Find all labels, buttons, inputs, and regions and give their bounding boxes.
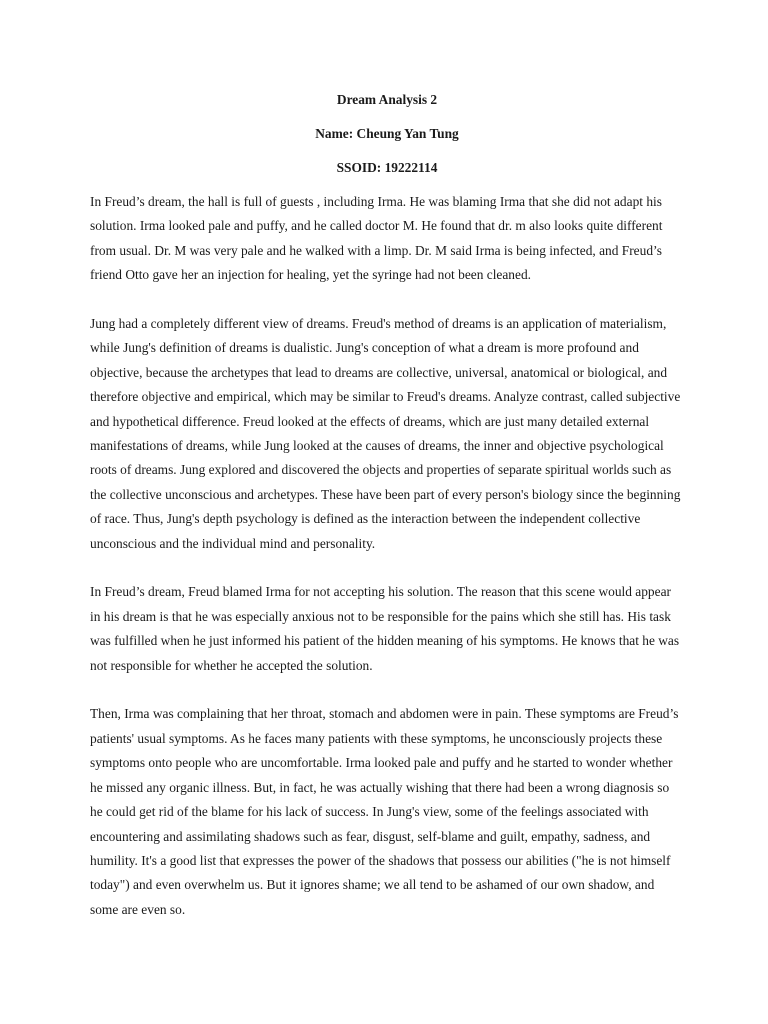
document-page (90, 88, 684, 922)
document-body (90, 190, 684, 922)
paragraph-3: In Freud’s dream, Freud blamed Irma for not accepting his solution. The reason that this scene would appear in his dream is that he was especially anxious not to be responsible for the pains which she still has. His task was fulfilled when he just informed his patient of the hidden meaning of his symptoms. He knows that he was not responsible for whether he accepted the solution. (90, 584, 680, 673)
paragraph-1: In Freud’s dream, the hall is full of guests , including Irma. He was blaming Irma that she did not adapt his solution. Irma looked pale and puffy, and he called doctor M. He found that dr. m also looks quite different from usual. Dr. M was very pale and he walked with a limp. Dr. M said Irma is being infected, and Freud’s friend Otto gave her an injection for healing, yet the syringe had not been cleaned. (90, 194, 663, 283)
document-title: Dream Analysis 2 (336, 92, 438, 107)
paragraph-4: Then, Irma was complaining that her throat, stomach and abdomen were in pain. These symptoms are Freud’s patients' usual symptoms. As he faces many patients with these symptoms, he unconsciously projects these symptoms onto people who are uncomfortable. Irma looked pale and puffy and he started to wonder whether he missed any organic illness. But, in fact, he was actually wishing that there had been a wrong diagnosis so he could get rid of the blame for his lack of success. In Jung's view, some of the feelings associated with encountering and assimilating shadows such as fear, disgust, self-blame and guilt, empathy, sadness, and humility. It's a good list that expresses the power of the shadows that possess our abilities ("he is not himself today") and even overwhelm us. But it ignores shame; we all tend to be ashamed of our own shadow, and some are even so. (90, 706, 679, 917)
author-name: Name: Cheung Yan Tung (315, 126, 459, 141)
paragraph-2: Jung had a completely different view of dreams. Freud's method of dreams is an application of materialism, while Jung's definition of dreams is dualistic. Jung's conception of what a dream is more profound and objective, because the archetypes that lead to dreams are collective, universal, anatomical or biological, and therefore objective and empirical, which may be similar to Freud's dreams. Analyze contrast, called subjective and hypothetical difference. Freud looked at the effects of dreams, which are just many detailed external manifestations of dreams, while Jung looked at the causes of dreams, the inner and objective psychological roots of dreams. Jung explored and discovered the objects and properties of separate spiritual worlds such as the collective unconscious and archetypes. These have been part of every person's biology since the beginning of race. Thus, Jung's depth psychology is defined as the interaction between the independent collective unconscious and the individual mind and personality. (90, 316, 681, 551)
ssoid-line: SSOID: 19222114 (336, 160, 438, 175)
